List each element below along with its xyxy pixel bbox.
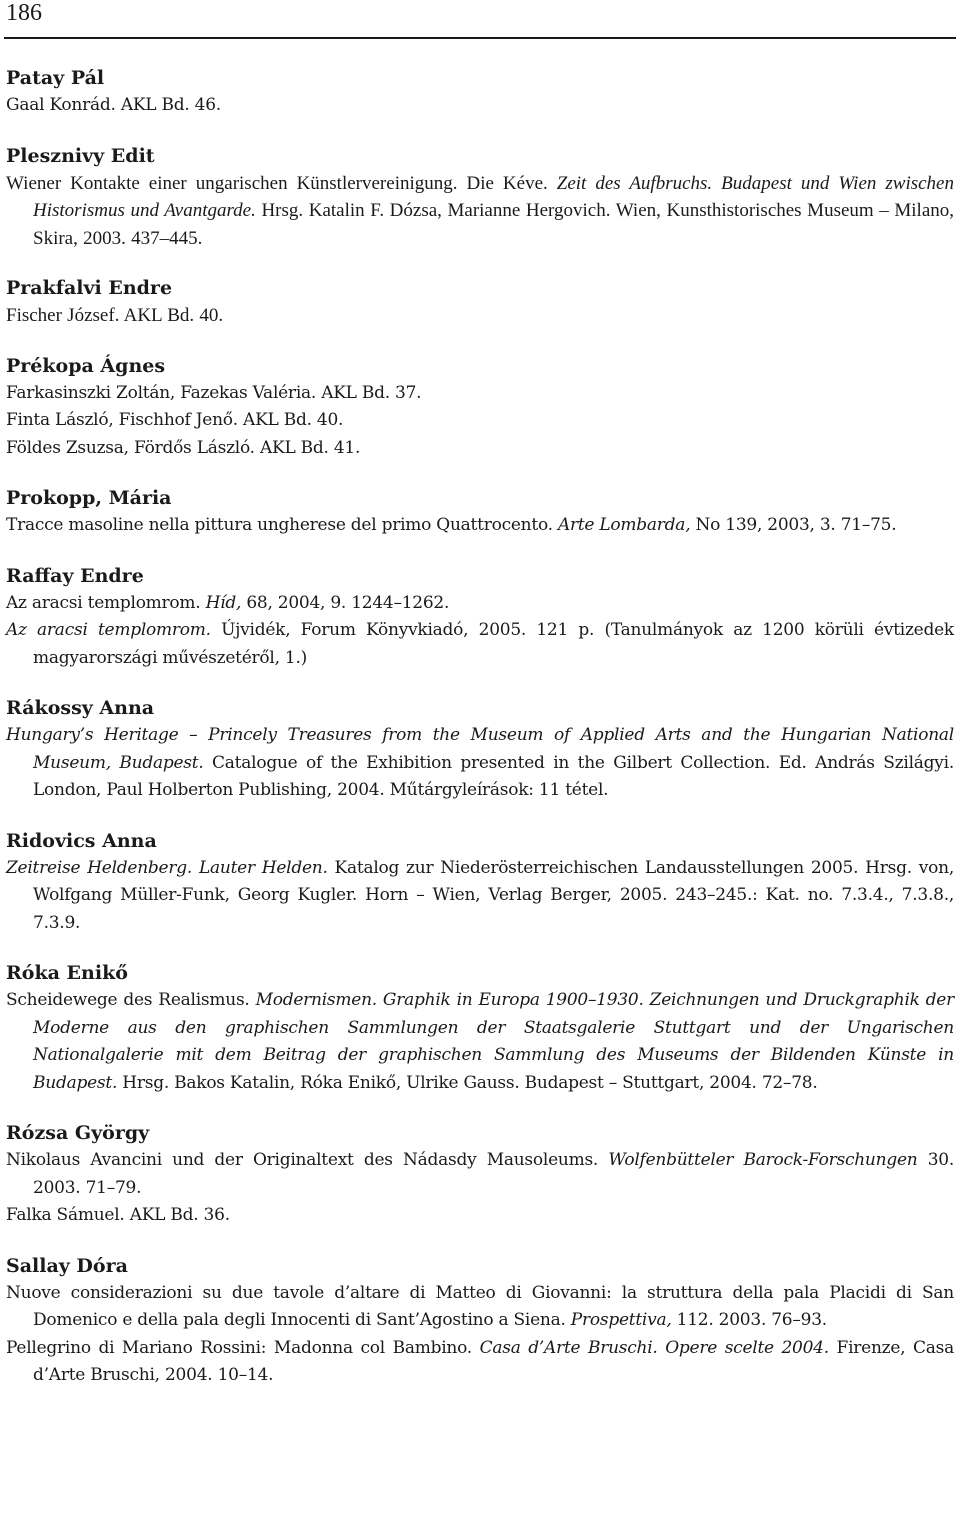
reference-text: Finta László, Fischhof Jenő. AKL Bd. 40. bbox=[6, 410, 344, 430]
bibliography-entry bbox=[6, 353, 954, 463]
reference bbox=[6, 1147, 954, 1202]
reference-text: Katalog zur Niederösterreichischen Landausstellungen 2005. Hrsg. von, Wolfgang Müller-Funk, Georg Kugler. Horn – Wien, Verlag Berger, 2005. 243–245.: Kat. no. 7.3.4., 7.3.8., 7.3.9. bbox=[33, 857, 954, 933]
author-name: Prokopp, Mária bbox=[6, 487, 172, 509]
reference-text: 112. 2003. 76–93. bbox=[671, 1310, 827, 1330]
reference-text: Nikolaus Avancini und der Originaltext des Nádasdy Mausoleums. bbox=[6, 1150, 609, 1170]
header-rule bbox=[4, 37, 956, 39]
bibliography-entry bbox=[6, 275, 954, 330]
reference-text: Földes Zsuzsa, Fördős László. AKL Bd. 41. bbox=[6, 437, 361, 458]
bibliography-entry bbox=[6, 143, 954, 253]
bibliography-entry bbox=[6, 828, 954, 938]
reference-text: Újvidék, Forum Könyvkiadó, 2005. 121 p. (Tanulmányok az 1200 körüli évtizedek magyarországi művészetéről, 1.) bbox=[33, 620, 954, 668]
bibliography-entry bbox=[6, 65, 954, 120]
reference-text: Gaal Konrád. AKL Bd. 46. bbox=[6, 95, 221, 115]
reference-text: Pellegrino di Mariano Rossini: Madonna col Bambino. bbox=[6, 1337, 480, 1358]
reference-italic-text: Modernismen. Graphik in Europa 1900–1930. Zeichnungen und Druckgraphik der Moderne aus den graphischen Sammlungen der Staatsgalerie Stuttgart und der Ungarischen Nationalgalerie mit dem Beitrag der graphischen Sammlung des Museums der Bildenden Künste in Budapest. bbox=[33, 990, 954, 1093]
reference bbox=[6, 617, 954, 672]
reference-italic-text: Prospettiva, bbox=[570, 1310, 672, 1330]
bibliography-list bbox=[6, 65, 954, 1413]
reference-text: Farkasinszki Zoltán, Fazekas Valéria. AKL Bd. 37. bbox=[6, 382, 422, 403]
reference-text: No 139, 2003, 3. 71–75. bbox=[690, 515, 897, 535]
author-name: Rákossy Anna bbox=[6, 697, 155, 719]
reference-text: Fischer József. AKL Bd. 40. bbox=[6, 305, 224, 326]
bibliography-entry bbox=[6, 1253, 954, 1390]
reference-italic-text: Zeitreise Heldenberg. Lauter Helden. bbox=[6, 857, 328, 878]
reference bbox=[6, 512, 954, 540]
reference-text: Nuove considerazioni su due tavole d’altare di Matteo di Giovanni: la struttura della pala Placidi di San Domenico e della pala degli Innocenti di Sant’Agostino a Siena. bbox=[6, 1282, 954, 1330]
reference-text: 68, 2004, 9. 1244–1262. bbox=[241, 592, 450, 613]
reference bbox=[6, 722, 954, 805]
bibliography-entry bbox=[6, 960, 954, 1097]
bibliography-entry bbox=[6, 563, 954, 673]
reference-text: Wiener Kontakte einer ungarischen Künstlervereinigung. Die Kéve. bbox=[6, 172, 557, 194]
bibliography-entry bbox=[6, 485, 954, 540]
reference bbox=[6, 92, 954, 120]
author-name: Raffay Endre bbox=[6, 564, 144, 587]
reference-text: Scheidewege des Realismus. bbox=[6, 990, 256, 1010]
author-name: Prékopa Ágnes bbox=[6, 354, 166, 377]
bibliography-entry bbox=[6, 695, 954, 805]
page-number: 186 bbox=[6, 0, 42, 26]
reference-text: Falka Sámuel. AKL Bd. 36. bbox=[6, 1205, 230, 1225]
reference-italic-text: Arte Lombarda, bbox=[557, 515, 691, 535]
reference-text: Az aracsi templomrom. bbox=[6, 592, 206, 613]
reference bbox=[6, 1335, 954, 1390]
author-name: Rózsa György bbox=[6, 1122, 150, 1144]
reference-text: Hrsg. Katalin F. Dózsa, Marianne Hergovich. Wien, Kunsthistorisches Museum – Milano, Skira, 2003. 437–445. bbox=[33, 200, 955, 249]
bibliography-entry bbox=[6, 1120, 954, 1230]
reference-italic-text: Hungary’s Heritage – Princely Treasures from the Museum of Applied Arts and the Hungarian National Museum, Budapest. bbox=[6, 725, 954, 773]
author-name: Ridovics Anna bbox=[6, 829, 157, 852]
author-name: Plesznivy Edit bbox=[6, 144, 155, 167]
reference bbox=[6, 302, 954, 330]
reference-italic-text: Az aracsi templomrom. bbox=[6, 620, 211, 640]
reference bbox=[6, 435, 954, 463]
author-name: Sallay Dóra bbox=[6, 1254, 128, 1277]
reference bbox=[6, 1280, 954, 1335]
reference bbox=[6, 987, 954, 1097]
reference-italic-text: Casa d’Arte Bruschi. Opere scelte 2004. bbox=[479, 1337, 829, 1358]
reference bbox=[6, 380, 954, 408]
author-name: Patay Pál bbox=[6, 67, 105, 89]
reference-text: Firenze, Casa d’Arte Bruschi, 2004. 10–14. bbox=[33, 1337, 954, 1385]
reference-italic-text: Híd, bbox=[205, 592, 242, 613]
reference-italic-text: Zeit des Aufbruchs. Budapest und Wien zwischen Historismus und Avantgarde. bbox=[33, 172, 954, 221]
reference bbox=[6, 590, 954, 618]
reference-text: Catalogue of the Exhibition presented in the Gilbert Collection. Ed. András Szilágyi. London, Paul Holberton Publishing, 2004. Műtárgyleírások: 11 tétel. bbox=[33, 752, 954, 800]
author-name: Róka Enikő bbox=[6, 962, 128, 984]
reference-text: 30. 2003. 71–79. bbox=[33, 1150, 954, 1198]
reference bbox=[6, 1202, 954, 1230]
reference bbox=[6, 170, 954, 253]
reference bbox=[6, 407, 954, 435]
author-name: Prakfalvi Endre bbox=[6, 277, 173, 299]
reference-text: Tracce masoline nella pittura ungherese del primo Quattrocento. bbox=[6, 515, 558, 535]
reference-italic-text: Wolfenbütteler Barock-Forschungen bbox=[608, 1150, 918, 1170]
reference bbox=[6, 855, 954, 938]
reference-text: Hrsg. Bakos Katalin, Róka Enikő, Ulrike Gauss. Budapest – Stuttgart, 2004. 72–78. bbox=[117, 1072, 818, 1093]
